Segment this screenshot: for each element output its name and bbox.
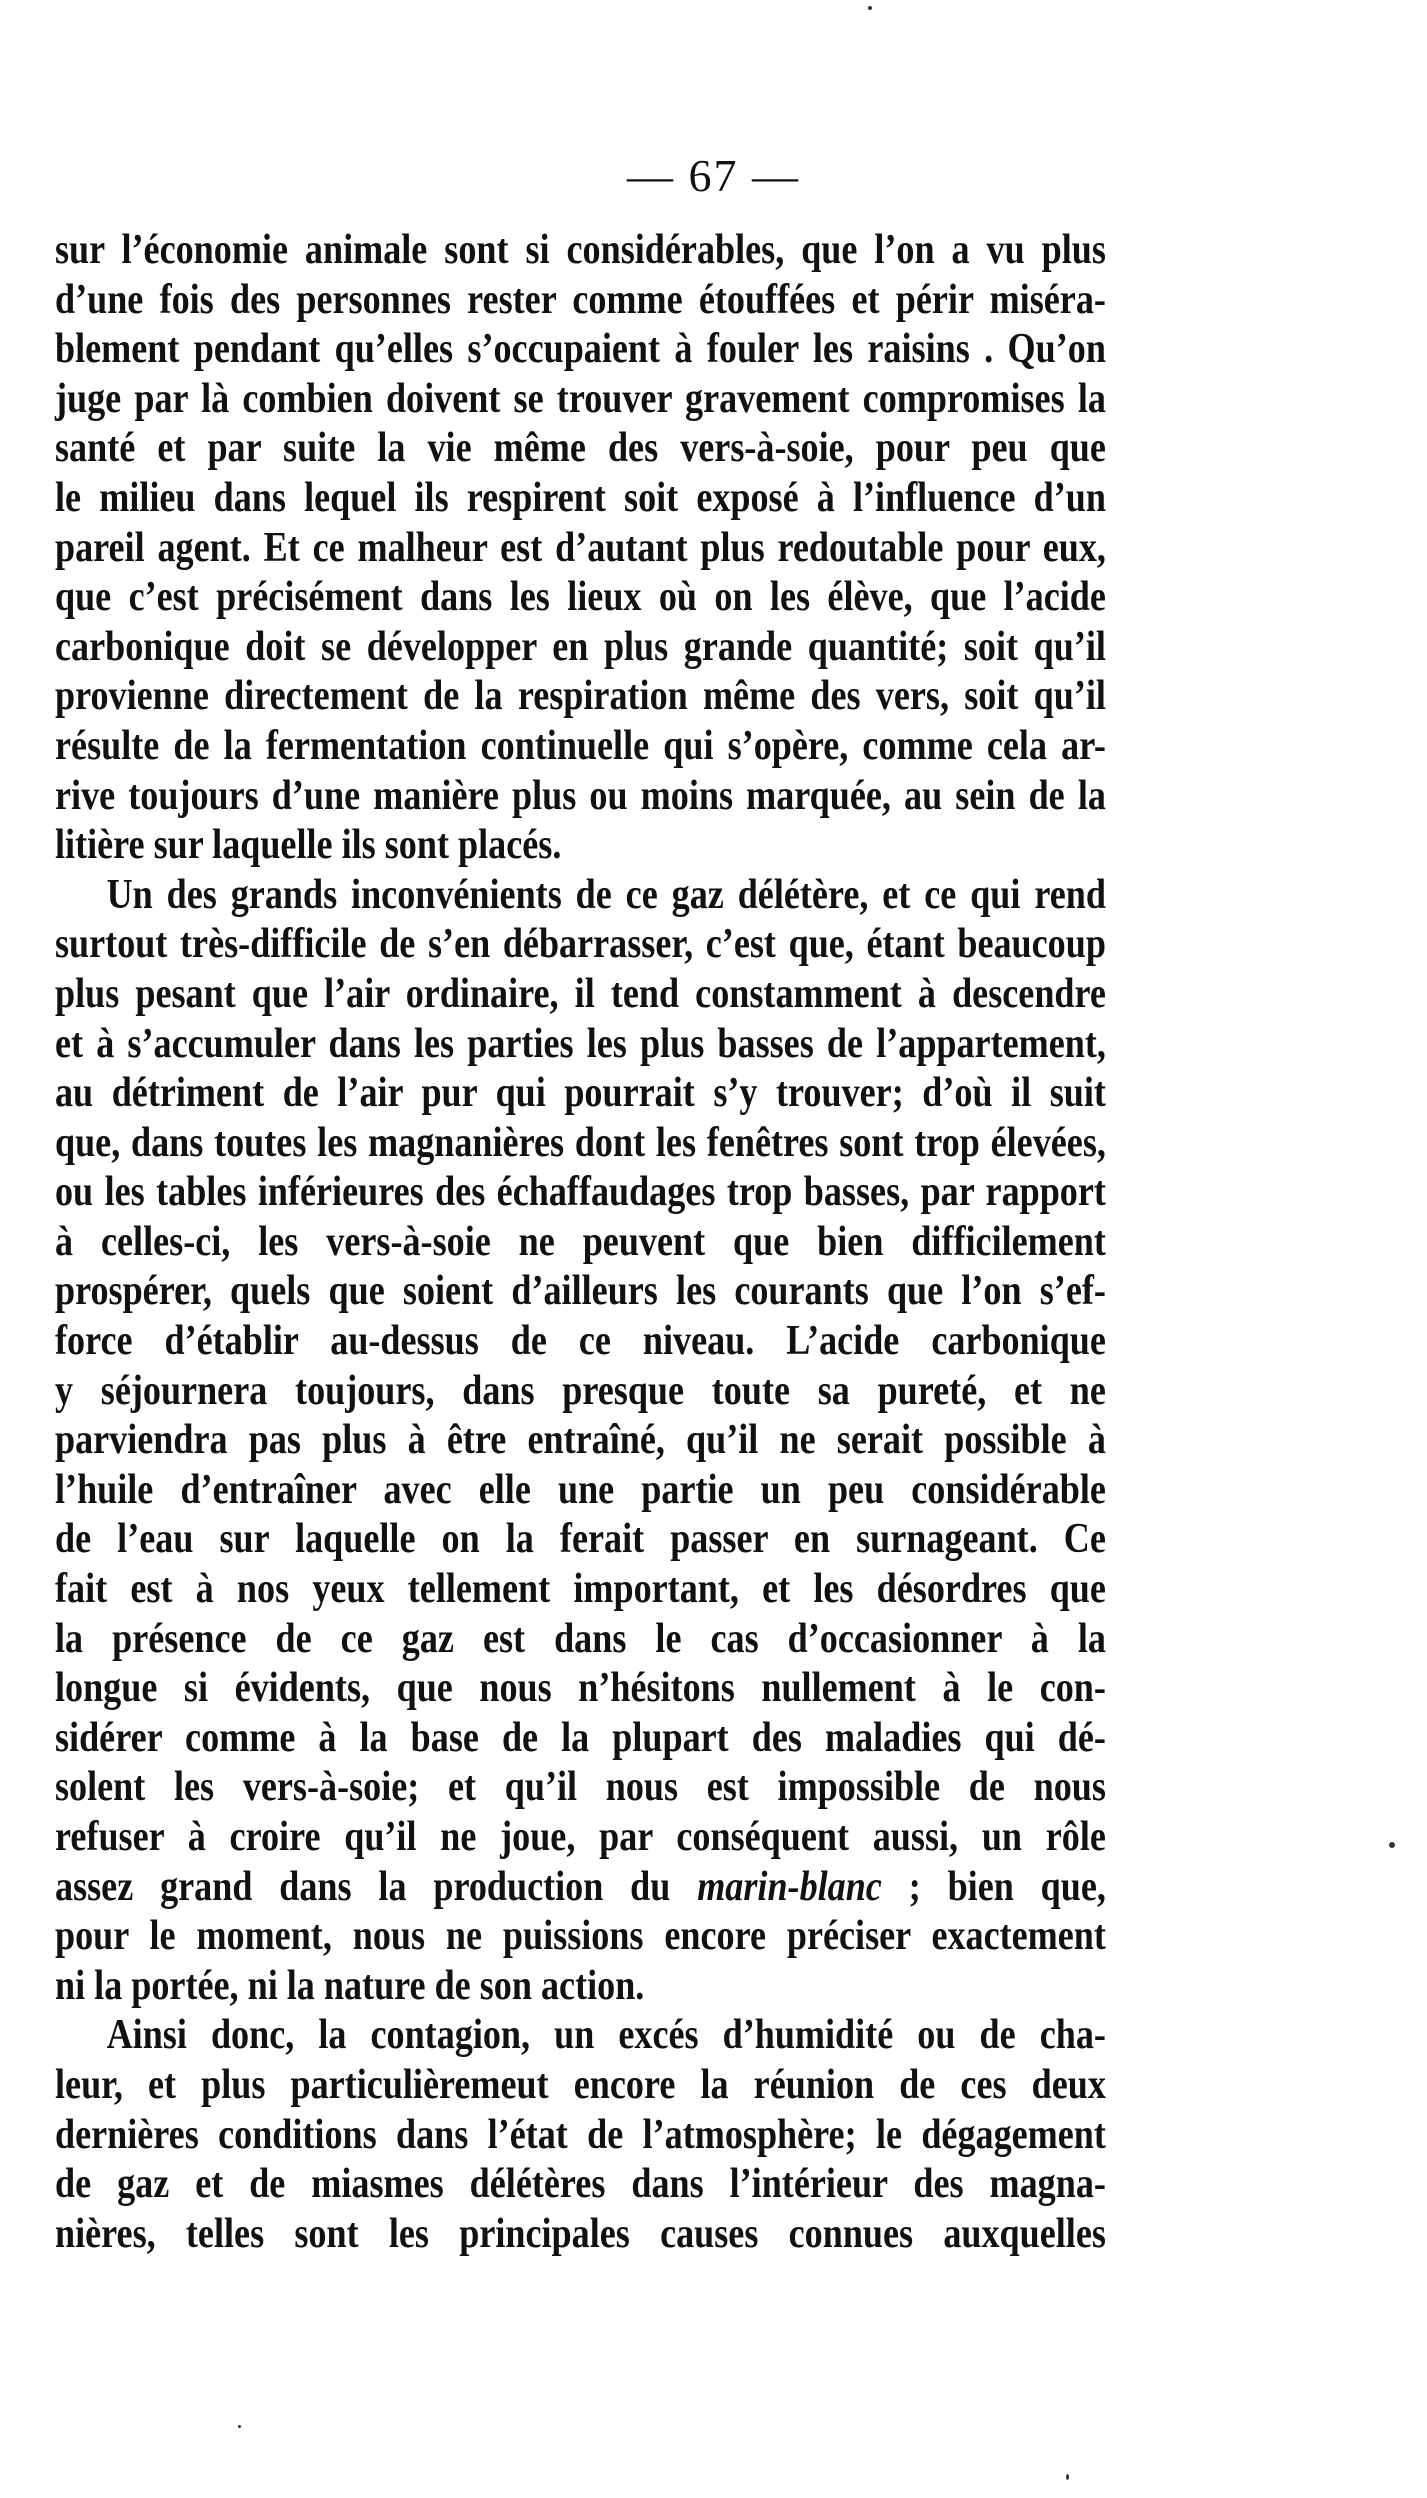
text-segment: surtout très-difficile de s’en débarrasser, c’est que, étant beaucoup (55, 921, 1106, 968)
text-line (55, 524, 1106, 574)
ink-speck (1066, 2474, 1069, 2480)
text-segment: l’huile d’entraîner avec elle une partie un peu considérable (55, 1466, 1106, 1513)
text-segment: et à s’accumuler dans les parties les plus basses de l’appartement, (55, 1020, 1106, 1067)
text-line (55, 1515, 1106, 1565)
text-line (55, 1218, 1106, 1268)
text-segment: que, dans toutes les magnanières dont les fenêtres sont trop élevées, (55, 1119, 1106, 1166)
text-segment: la présence de ce gaz est dans le cas d’occasionner à la (55, 1615, 1106, 1662)
text-line (55, 623, 1106, 673)
text-line (55, 1168, 1106, 1218)
body-text (55, 226, 1106, 2259)
text-line (55, 1763, 1106, 1813)
text-line (55, 1565, 1106, 1615)
text-segment: d’une fois des personnes rester comme étouffées et périr miséra- (55, 276, 1106, 323)
text-line (55, 474, 1106, 524)
text-line (55, 970, 1106, 1020)
text-segment: nières, telles sont les principales causes connues auxquelles (55, 2210, 1106, 2257)
text-line (55, 1714, 1106, 1764)
text-segment: Ainsi donc, la contagion, un excés d’humidité ou de cha- (106, 2012, 1106, 2059)
text-segment: carbonique doit se développer en plus grande quantité; soit qu’il (55, 623, 1106, 670)
text-line (55, 920, 1106, 970)
text-line (55, 325, 1106, 375)
text-segment: le milieu dans lequel ils respirent soit exposé à l’influence d’un (55, 474, 1106, 521)
text-line (55, 2111, 1106, 2161)
text-segment: solent les vers-à-soie; et qu’il nous est impossible de nous (55, 1764, 1106, 1811)
text-line (55, 1020, 1106, 1070)
text-line (55, 1664, 1106, 1714)
text-segment: rive toujours d’une manière plus ou moins marquée, au sein de la (55, 772, 1106, 819)
text-segment: sidérer comme à la base de la plupart des maladies qui dé- (55, 1714, 1106, 1761)
text-segment: de l’eau sur laquelle on la ferait passer en surnageant. Ce (55, 1516, 1106, 1563)
text-segment: Un des grands inconvénients de ce gaz délétère, et ce qui rend (106, 871, 1106, 918)
text-line (55, 226, 1106, 276)
text-line (55, 1813, 1106, 1863)
text-line (55, 821, 1106, 871)
ink-speck (868, 6, 872, 10)
text-line (55, 1863, 1106, 1913)
text-segment: ni la portée, ni la nature de son action. (55, 1962, 645, 2009)
text-segment: ou les tables inférieures des échaffaudages trop basses, par rapport (55, 1169, 1106, 1216)
text-segment: litière sur laquelle ils sont placés. (55, 822, 562, 869)
text-line (55, 1367, 1106, 1417)
ink-speck (1389, 1842, 1395, 1848)
text-line (55, 722, 1106, 772)
text-line (55, 1615, 1106, 1665)
text-segment: juge par là combien doivent se trouver gravement compromises la (55, 375, 1106, 422)
text-segment: pour le moment, nous ne puissions encore préciser exactement (55, 1913, 1106, 1960)
text-line (55, 1912, 1106, 1962)
text-segment: dernières conditions dans l’état de l’atmosphère; le dégagement (55, 2111, 1106, 2158)
text-segment: longue si évidents, que nous n’hésitons nullement à le con- (55, 1665, 1106, 1712)
text-line (55, 1317, 1106, 1367)
text-segment: plus pesant que l’air ordinaire, il tend constamment à descendre (55, 970, 1106, 1017)
text-line (55, 1069, 1106, 1119)
text-segment: pareil agent. Et ce malheur est d’autant plus redoutable pour eux, (55, 524, 1106, 571)
text-segment: y séjournera toujours, dans presque toute sa pureté, et ne (55, 1367, 1106, 1414)
text-segment: provienne directement de la respiration même des vers, soit qu’il (55, 673, 1106, 720)
text-line (55, 424, 1106, 474)
text-segment: résulte de la fermentation continuelle qui s’opère, comme cela ar- (55, 722, 1106, 769)
page-number: — 67 — (627, 150, 800, 201)
text-line (55, 276, 1106, 326)
text-line (55, 2160, 1106, 2210)
text-line (55, 1416, 1106, 1466)
text-line (55, 871, 1106, 921)
text-segment: prospérer, quels que soient d’ailleurs les courants que l’on s’ef- (55, 1268, 1106, 1315)
text-line (55, 2011, 1106, 2061)
text-segment: fait est à nos yeux tellement important, et les désordres que (55, 1566, 1106, 1613)
text-segment: que c’est précisément dans les lieux où on les élève, que l’acide (55, 574, 1106, 621)
text-line (55, 1119, 1106, 1169)
text-segment: blement pendant qu’elles s’occupaient à fouler les raisins . Qu’on (55, 326, 1106, 373)
text-segment: assez grand dans la production du (55, 1863, 698, 1910)
text-line (55, 375, 1106, 425)
text-line (55, 672, 1106, 722)
text-segment: à celles-ci, les vers-à-soie ne peuvent que bien difficilement (55, 1218, 1106, 1265)
text-line (55, 573, 1106, 623)
text-segment: au détriment de l’air pur qui pourrait s’y trouver; d’où il suit (55, 1070, 1106, 1117)
italic-text: marin-blanc (697, 1863, 882, 1910)
text-line (55, 2210, 1106, 2260)
text-segment: santé et par suite la vie même des vers-à-soie, pour peu que (55, 425, 1106, 472)
text-segment: refuser à croire qu’il ne joue, par conséquent aussi, un rôle (55, 1814, 1106, 1860)
text-line (55, 1962, 1106, 2012)
text-line (55, 2061, 1106, 2111)
text-segment: sur l’économie animale sont si considérables, que l’on a vu plus (55, 227, 1106, 273)
text-segment: ; bien que, (881, 1863, 1106, 1910)
text-segment: leur, et plus particulièremeut encore la réunion de ces deux (55, 2061, 1106, 2108)
text-line (55, 1267, 1106, 1317)
ink-speck (238, 2425, 241, 2428)
text-segment: force d’établir au-dessus de ce niveau. L’acide carbonique (55, 1318, 1106, 1365)
text-line (55, 1466, 1106, 1516)
text-line (55, 772, 1106, 822)
text-segment: de gaz et de miasmes délétères dans l’intérieur des magna- (55, 2161, 1106, 2208)
text-segment: parviendra pas plus à être entraîné, qu’il ne serait possible à (55, 1417, 1106, 1464)
